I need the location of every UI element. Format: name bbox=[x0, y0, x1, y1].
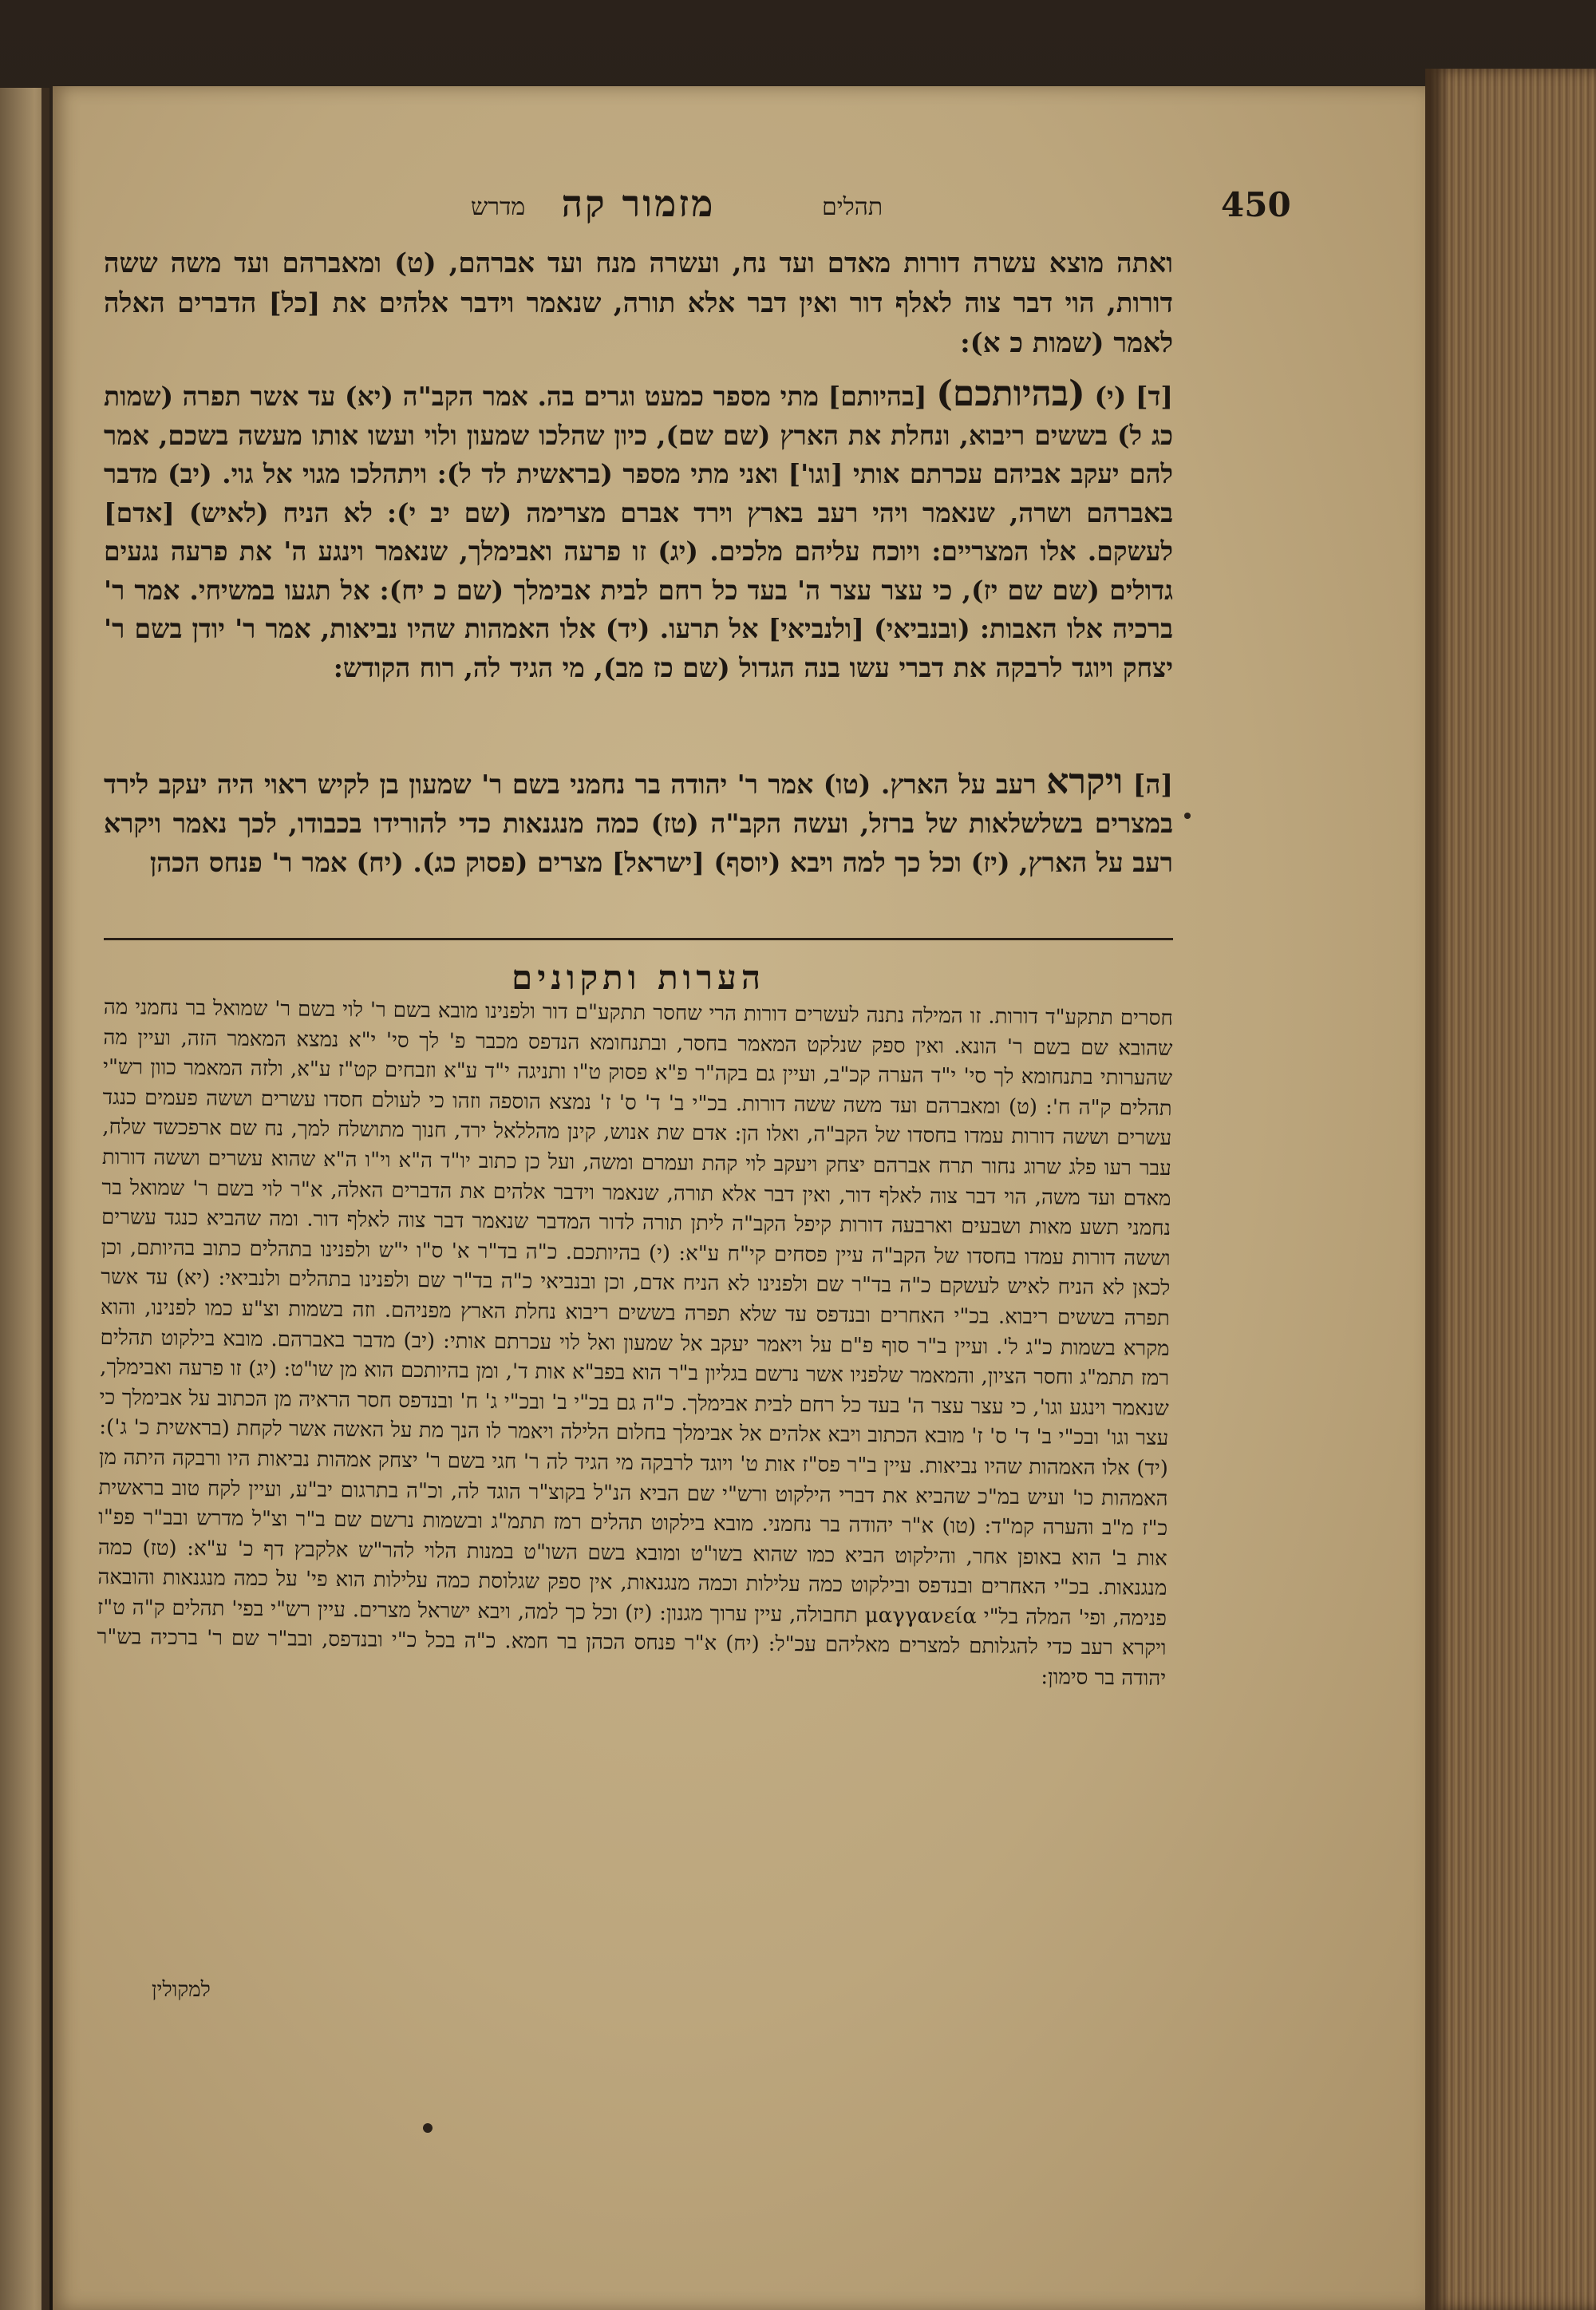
paragraph-2-text: [בהיותם] מתי מספר כמעט וגרים בה. אמר הקב"ה (יא) עד אשר תפרה (שמות כג ל) בששים ריבוא, ונחלת את הארץ (שם שם), כיון שהלכו שמעון ולוי ועשו אותו מעשה בשכם, אמר להם יעקב אביהם עכרתם אותי [וגו'] ואני מתי מספר (בראשית לד ל): ויתהלכו מגוי אל גוי. (יב) מדבר באברהם ושרה, שנאמר ויהי רעב בארץ וירד אברם מצרימה (שם יב י): לא הניח (לאיש) [אדם] לעשקם. אלו המצריים: ויוכח עליהם מלכים. (יג) זו פרעה ואבימלך, שנאמר וינגע ה' את פרעה נגעים גדולים (שם שם יז), כי עצר עצר ה' בעד כל רחם לבית אבימלך (שם כ יח): אל תגעו במשיחי. אמר ר' ברכיה אלו האבות: (ובנביאי) [ולנביאי] אל תרעו. (יד) אלו האמהות שהיו נביאות, אמר ר' יודן בשם ר' יצחק ויוגד לרבקה את דברי עשו בנה הגדול (שם כז מב), מי הגיד לה, רוח הקודש: bbox=[104, 381, 1173, 683]
paragraph-3 bbox=[104, 762, 1173, 882]
header-word-tehillim: תהלים bbox=[822, 193, 883, 221]
paragraph-2 bbox=[104, 375, 1173, 687]
ink-speck bbox=[423, 2123, 433, 2133]
lemma-word: ויקרא bbox=[1046, 761, 1124, 802]
notes-title: הערות ותקונים bbox=[511, 958, 765, 997]
section-divider bbox=[104, 938, 1173, 940]
page-stack-edge bbox=[1425, 69, 1596, 2310]
paragraph-3-text: רעב על הארץ. (טו) אמר ר' יהודה בר נחמני בשם ר' שמעון בן לקיש ראוי היה יעקב לירד במצרים בשלשלאות של ברזל, ועשה הקב"ה (טז) כמה מנגנאות כדי להורידו בכבודו, לכך נאמר ויקרא רעב על הארץ, (יז) וכל כך למה ויבא (יוסף) [ישראל] מצרים (פסוק כג). (יח) אמר ר' פנחס הכהן bbox=[104, 769, 1173, 878]
notes-text: חסרים תתקע"ד דורות. זו המילה נתנה לעשרים דורות הרי שחסר תתקע"ם דור ולפנינו מובא בשם ר' לוי בשם ר' שמואל בר נחמני מה שהובא שם בשם ר' הונא. ואין ספק שנלקט המאמר בחסר, ובתנחומא הנדפס מכבר פ' לך סי' י"א נמצא המאמר הזה, ועיין מה שהערותי בתנחומא לך סי' י"ד הערה קכ"ב, ועיין גם בקה"ר פ"א פסוק ט"ו ותניגה י"ד ע"א וזבחים קט"ז ע"א, ולזה המאמר כוון רש"י תהלים ק"ה ח': (ט) ומאברהם ועד משה ששה דורות. בכ"י ב' ד' ס' ז' נמצא הוספה וזהו כי לעולם חסדו עשרים וששה פעמים כנגד עשרים וששה דורות עמדו בחסדו של הקב"ה, ואלו הן: אדם שת אנוש, קינן מהללאל ירד, חנוך מתושלח למך, נח שם ארפכשד שלח, עבר רעו פלג שרוג נחור תרח אברהם יצחק ויעקב לוי קהת ועמרם ומשה, ועל כן כתוב יו"ד ה"א וי"ו ה"א שהוא עשרים וששה דורות מאדם ועד משה, הוי דבר צוה לאלף דור, ואין דבר אלא תורה, שנאמר וידבר אלהים את הדברים האלה, א"ר לוי בשם ר' שמואל בר נחמני תשע מאות ושבעים וארבעה דורות קיפל הקב"ה ליתן תורה לדור המדבר שנאמר דבר צוה לאלף דור. ומה שהביא כנגד עשרים וששה דורות עמדו בחסדו של הקב"ה עיין פסחים קי"ח ע"א: (י) בהיותכם. כ"ה בד"ר א' ס"ו י"ש ולפנינו בתהלים כתוב בהיותם, וכן לכאן לא הניח לאיש לעשקם כ"ה בד"ר שם ולפנינו לא הניח אדם, וכן ובנביאי כ"ה בד"ר שם ולפנינו בתהלים ולנביאי: (יא) עד אשר תפרה בששים ריבוא. בכ"י האחרים ובנדפס עד שלא תפרה בששים ריבוא נחלת הארץ מפניהם. וזה בשמות וצ"ע כמו לפנינו, והוא מקרא בשמות כ"ג ל'. ועיין ב"ר סוף פ"ם על ויאמר יעקב אל שמעון ואל לוי עכרתם אותי: (יב) מדבר באברהם. מובא בילקוט תהלים רמז תתמ"ג וחסר הציון, והמאמר שלפניו אשר נרשם בגליון ב"ר הוא בפב"א אות ד', ומן בהיותכם הוא מן שו"ט: (יג) זו פרעה ואבימלך, שנאמר וינגע וגו', כי עצר עצר ה' בעד כל רחם לבית אבימלך. כ"ה גם בכ"י ב' ובכ"י ג' ח' ובנדפס חסר הראיה מן הכתוב על אבימלך כי עצר וגו' ובכ"י ב' ד' ס' ז' מובא הכתוב ויבא אלהים אל אבימלך בחלום הלילה ויאמר לו הנך מת על האשה אשר לקחת (בראשית כ' ג'): (יד) אלו האמהות שהיו נביאות. עיין ב"ר פס"ז אות ט' ויוגד לרבקה מי הגיד לה ר' חגי בשם ר' יצחק אמהות נביאות היו ורבקה היתה מן האמהות כו' ועיש במ"כ שהביא את דברי הילקוט ורש"י שם הביא הנ"ל בקוצ"ר הוגד לה, וכ"ה בתרגום יב"ע, ועיין לקח טוב בראשית כ"ז מ"ב והערה קמ"ד: (טו) א"ר יהודה בר נחמני. מובא בילקוט תהלים רמז תתמ"ג ובשמות נרשם שם ב"ר וצ"ל מדרש ובב"ר פפ"ו אות ב' הוא באופן אחר, והילקוט הביא כמו שהוא בשו"ט ומובא בשם השו"ט במנות הלוי להר"ש אלקבץ דף כ' ע"א: (טז) כמה מנגנאות. בכ"י האחרים ובנדפס ובילקוט כמה עלילות וכמה מנגנאות, אין ספק שגלוסת כמה עלילות הוא פי' על כמה מנגנאות והובאה פנימה, ופי' המלה בל"י μαγγανεία תחבולה, עיין ערוך מגנון: (יז) וכל כך למה, ויבא ישראל מצרים. עיין רש"י בפי' תהלים ק"ה ט"ז ויקרא רעב כדי להגלותם למצרים מאליהם עכ"ל: (יח) א"ר פנחס הכהן בר חמא. כ"ה בכל כ"י ובנדפס, ובב"ר שם ר' ברכיה בש"ר יהודה בר סימון: bbox=[97, 995, 1173, 1691]
header-word-midrash: מדרש bbox=[471, 193, 526, 221]
lemma-word: (בהיותכם) bbox=[936, 374, 1085, 414]
page-stack-shadow bbox=[1425, 69, 1449, 2310]
binding-gutter bbox=[41, 88, 49, 2310]
page-title: מזמור קה bbox=[561, 182, 716, 225]
running-header bbox=[104, 182, 1291, 238]
margin-mark bbox=[1184, 813, 1191, 819]
paragraph-1: ואתה מוצא עשרה דורות מאדם ועד נח, ועשרה מנח ועד אברהם, (ט) ומאברהם ועד משה ששה דורות, הוי דבר צוה לאלף דור ואין דבר אלא תורה, שנאמר וידבר אלהים את [כל] הדברים האלה לאמר (שמות כ א): bbox=[104, 247, 1173, 359]
section-label-dalet: [ד] (י) bbox=[1094, 381, 1173, 412]
section-label-he: [ה] bbox=[1132, 769, 1173, 800]
page-number: 450 bbox=[1221, 185, 1291, 224]
catchword: למקולין bbox=[152, 1978, 211, 2002]
